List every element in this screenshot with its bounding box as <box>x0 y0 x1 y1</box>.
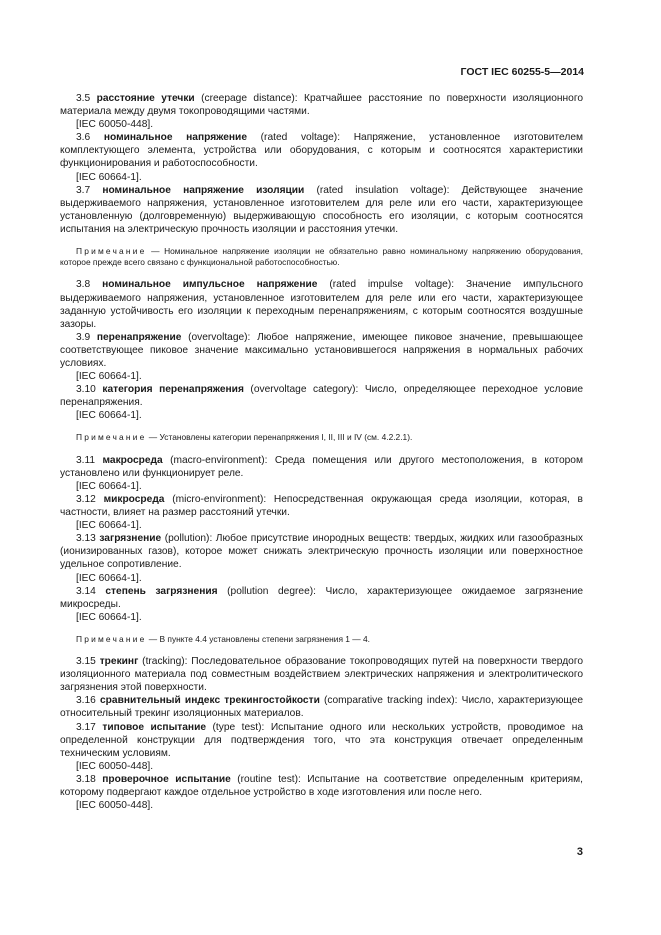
reference: [IEC 60664-1]. <box>76 410 142 422</box>
reference: [IEC 60664-1]. <box>76 572 142 584</box>
clause-number: 3.7 <box>76 184 91 196</box>
term-definition <box>60 721 583 760</box>
note <box>60 432 583 443</box>
clause-number: 3.9 <box>76 331 91 343</box>
clause-number: 3.11 <box>76 454 96 466</box>
term-name: загрязнение <box>99 533 162 545</box>
clause-number: 3.17 <box>76 721 96 733</box>
term-text: (micro-environment): Непосредственная окружающая среда изоляции, которая, в частности, влияет на размер расстояний утечки. <box>60 493 583 519</box>
term-definition <box>60 532 583 571</box>
term-definition <box>60 92 583 118</box>
note-label: Примечание <box>76 633 147 644</box>
note-label: Примечание <box>76 246 147 257</box>
term-name: макросреда <box>102 454 163 466</box>
term-name: степень загрязнения <box>105 585 218 597</box>
term-name: трекинг <box>99 656 139 668</box>
clause-number: 3.10 <box>76 384 96 396</box>
term-definition <box>60 773 583 799</box>
term-definition <box>60 655 583 694</box>
term-name: типовое испытание <box>102 721 207 733</box>
note-text: — Номинальное напряжение изоляции не обязательно равно номинальному напряжению оборудования, которое прежде всего связано с функциональной работоспособностью. <box>60 246 583 268</box>
term-text: (rated voltage): Напряжение, установленное изготовителем комплектующего элемента, устройства или оборудования, с которым и соотносятся характеристики функционирования и работоспособности. <box>60 132 583 170</box>
reference: [IEC 60050-448]. <box>76 119 154 131</box>
clause-number: 3.14 <box>76 585 96 597</box>
term-definition <box>60 694 583 720</box>
note <box>60 634 583 645</box>
term-name: перенапряжение <box>96 331 182 343</box>
term-name: расстояние утечки <box>96 93 195 104</box>
term-text: (rated insulation voltage): Действующее значение выдерживаемого напряжения, установленное изготовителем для реле или его части, характеризующее установленную (долговременную) выдерживающую способность его изоляции, с которым соотносятся испытания на электрическую прочность изоляции и расстояния утечки. <box>60 184 583 235</box>
term-text: (routine test): Испытание на соответствие определенным критериям, которому подвергают каждое отдельное устройство в ходе изготовления или после него. <box>60 773 583 799</box>
clause-number: 3.18 <box>76 773 96 785</box>
term-name: категория перенапряжения <box>102 384 244 396</box>
term-definition <box>60 454 583 480</box>
reference: [IEC 60664-1]. <box>76 520 142 532</box>
note <box>60 246 583 268</box>
term-definition <box>60 383 583 409</box>
reference: [IEC 60664-1]. <box>76 371 142 383</box>
term-definition <box>60 184 583 236</box>
term-text: (tracking): Последовательное образование токопроводящих путей на поверхности твердого изоляционного материала под совместным воздействием электрических напряжения и электролитического загрязнения этой поверхности. <box>60 656 584 694</box>
term-definition <box>60 131 583 170</box>
term-text: (comparative tracking index): Число, характеризующее относительный трекинг изоляционных материалов. <box>60 695 583 720</box>
reference: [IEC 60664-1]. <box>76 171 142 183</box>
reference: [IEC 60664-1]. <box>76 480 142 492</box>
term-definition <box>60 585 583 611</box>
term-text: (rated impulse voltage): Значение импульсного выдерживаемого напряжения, установленное изготовителем для реле или его части, характеризующее заданную устойчивость его изоляции к переходным перенапряжениям, с которым соотносятся воздушные зазоры. <box>60 279 583 330</box>
clause-number: 3.16 <box>76 695 96 707</box>
clause-number: 3.15 <box>76 656 96 668</box>
clause-number: 3.12 <box>76 493 96 505</box>
term-name: микросреда <box>103 493 165 505</box>
term-text: (overvoltage category): Число, определяющее переходное условие перенапряжения. <box>60 384 583 409</box>
reference: [IEC 60050-448]. <box>76 800 154 812</box>
term-text: (pollution degree): Число, характеризующее ожидаемое загрязнение микросреды. <box>60 585 583 610</box>
note-label: Примечание <box>76 432 147 443</box>
document-header: ГОСТ IEC 60255-5—2014 <box>460 66 584 78</box>
document-body <box>60 92 583 812</box>
page-number: 3 <box>576 846 583 858</box>
clause-number: 3.8 <box>76 279 91 291</box>
term-text: (type test): Испытание одного или нескольких устройств, проводимое на определенной конструкции для подтверждения того, что эта конструкция отвечает определенным техническим условиям. <box>60 721 583 759</box>
term-text: (pollution): Любое присутствие инородных веществ: твердых, жидких или газообразных (ионизированных газов), которое может снижать электрическую прочность изоляции или поверхностное удельное сопротивление. <box>60 533 583 571</box>
reference: [IEC 60050-448]. <box>76 760 154 772</box>
term-name: номинальное напряжение изоляции <box>102 184 305 196</box>
note-text: — В пункте 4.4 установлены степени загрязнения 1 — 4. <box>146 633 370 644</box>
clause-number: 3.5 <box>76 93 91 104</box>
term-text: (macro-environment): Среда помещения или другого местоположения, в котором установлено или функционирует реле. <box>60 454 583 479</box>
term-name: проверочное испытание <box>102 773 231 785</box>
note-text: — Установлены категории перенапряжения I, II, III и IV (см. 4.2.2.1). <box>146 432 413 443</box>
term-name: номинальное импульсное напряжение <box>102 279 318 291</box>
term-definition <box>60 331 583 370</box>
term-definition <box>60 278 583 330</box>
reference: [IEC 60664-1]. <box>76 611 142 623</box>
term-definition <box>60 493 583 519</box>
term-text: (creepage distance): Кратчайшее расстояние по поверхности изоляционного материала между двумя токопроводящими частями. <box>60 93 583 118</box>
clause-number: 3.6 <box>76 132 91 144</box>
clause-number: 3.13 <box>76 533 96 545</box>
term-name: номинальное напряжение <box>103 132 247 144</box>
term-name: сравнительный индекс трекингостойкости <box>100 695 320 707</box>
term-text: (overvoltage): Любое напряжение, имеющее пиковое значение, превышающее соответствующее пиковое значение максимально установившегося напряжения в нормальных рабочих условиях. <box>60 331 583 369</box>
